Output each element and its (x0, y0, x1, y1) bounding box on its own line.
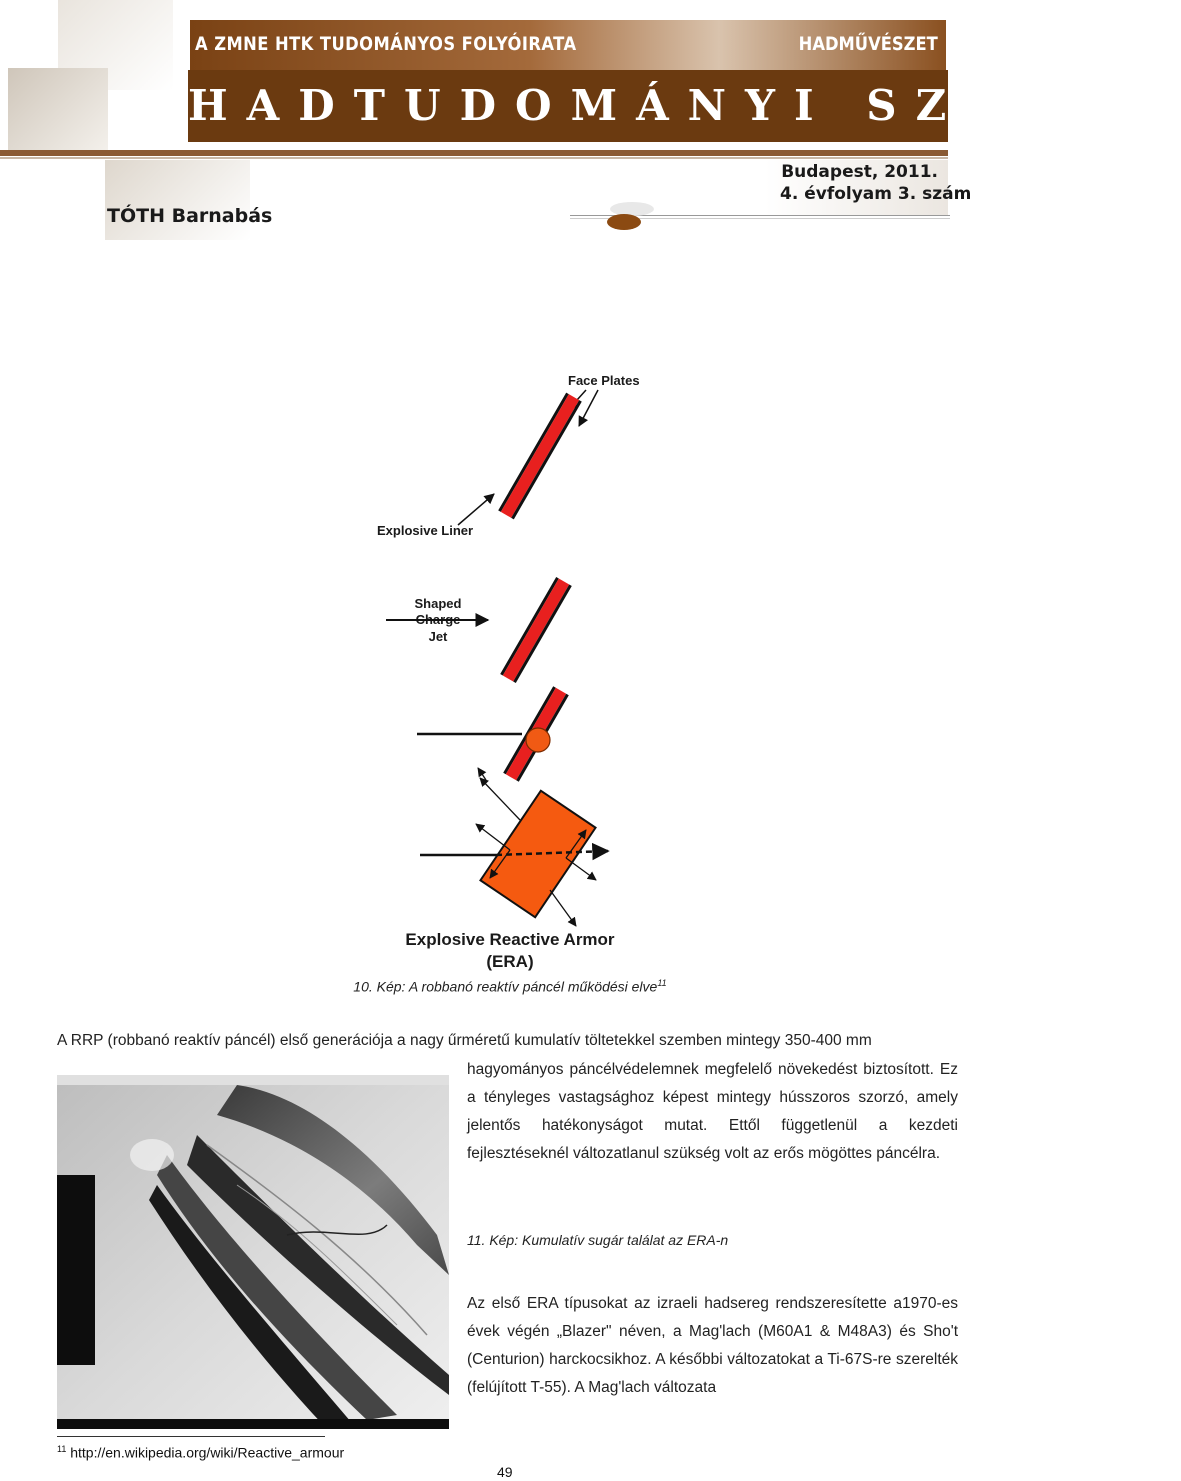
issue-number: 4. évfolyam 3. szám (780, 184, 972, 204)
header-decor-block (8, 68, 108, 153)
paragraph1-rest: hagyományos páncélvédelemnek megfelelő növekedést biztosított. Ez a tényleges vastagsághoz képest mintegy hússzoros szorzó, amely jelentős hatékonyságot mutat. Ettől függetlenül a kezdeti fejlesztéseknél változatlanul szükség volt az erős mögöttes páncélra. (467, 1061, 958, 1162)
footnote-link[interactable]: http://en.wikipedia.org/wiki/Reactive_armour (70, 1444, 345, 1461)
face-plates-label: Face Plates (568, 373, 640, 388)
figure10-caption (0, 978, 1020, 995)
journal-name: A ZMNE HTK TUDOMÁNYOS FOLYÓIRATA (195, 33, 577, 55)
jet-label: Jet (428, 629, 448, 644)
figure11-caption: 11. Kép: Kumulatív sugár találat az ERA-n (467, 1232, 729, 1248)
figure10-caption-ref: 11 (657, 978, 667, 988)
issue-city-year: Budapest, 2011. (781, 162, 938, 182)
era-title-line1: Explosive Reactive Armor (405, 930, 615, 949)
era-diagram (372, 368, 644, 974)
header-decor-block (105, 160, 250, 240)
figure10-caption-text: 10. Kép: A robbanó reaktív páncél működési elve (353, 978, 658, 995)
author-name: TÓTH Barnabás (107, 205, 273, 227)
header-oval-decor (602, 200, 662, 234)
era-hit-photo (57, 1075, 449, 1429)
shaped-label: Shaped (414, 596, 462, 611)
explosive-liner-label: Explosive Liner (377, 523, 474, 538)
paragraph1-column (467, 1056, 958, 1168)
page-number: 49 (497, 1464, 513, 1480)
footnote-number: 11 (57, 1444, 67, 1454)
header-rule-thin (0, 157, 948, 159)
charge-label: Charge (415, 612, 461, 627)
era-plate (500, 577, 572, 683)
header-rule (0, 150, 948, 156)
footnote-rule (57, 1436, 325, 1437)
section-name: HADMŰVÉSZET (798, 33, 938, 55)
detonation-point (526, 728, 550, 752)
era-plate (498, 393, 582, 520)
paragraph1-first-line: A RRP (robbanó reaktív páncél) első generációja a nagy űrméretű kumulatív töltetekkel szemben mintegy 350-400 mm (57, 1032, 872, 1049)
paragraph2: Az első ERA típusokat az izraeli hadsereg rendszeresítette a1970-es évek végén „Blazer" néven, a Mag'lach (M60A1 & M48A3) és Sho't (Centurion) harckocsikhoz. A későbbi változatokat a Ti-67S-re szerelték (felújított T-55). A Mag'lach változata (467, 1295, 958, 1396)
footnote (57, 1444, 344, 1461)
era-title-line2: (ERA) (486, 952, 534, 971)
journal-title: HADTUDOMÁNYI SZEMLE (188, 81, 1181, 130)
paragraph2-column (467, 1290, 958, 1402)
